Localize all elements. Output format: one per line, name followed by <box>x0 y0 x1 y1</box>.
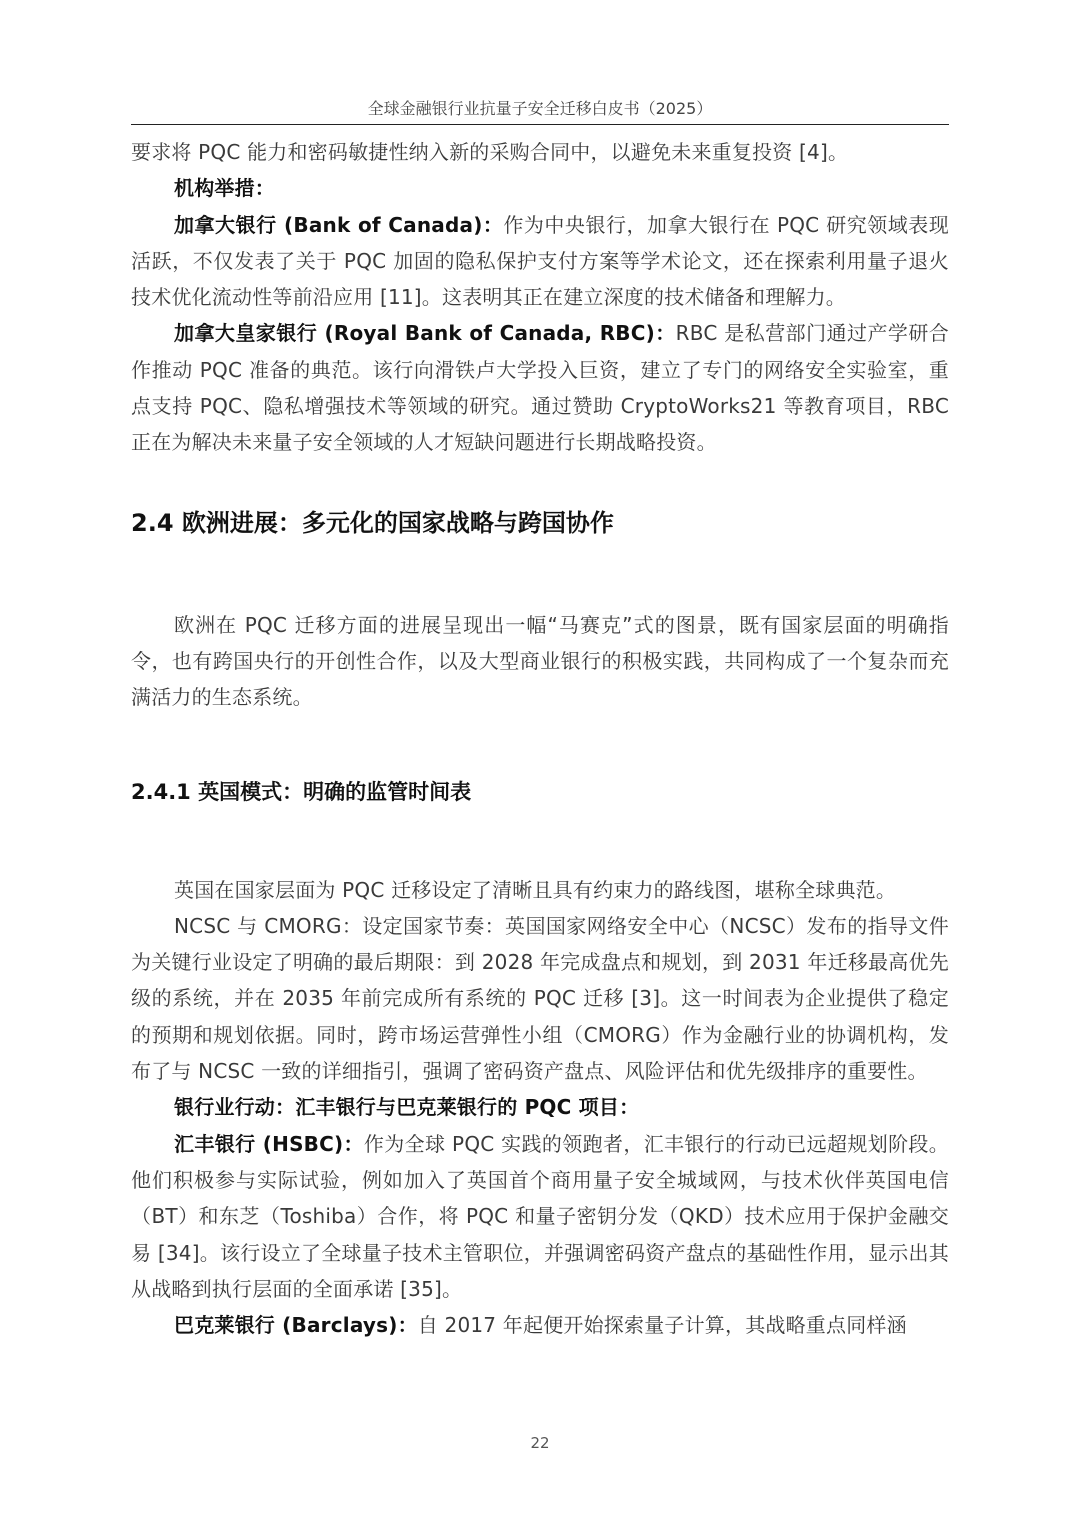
section-2-4-1-heading-wrap <box>131 774 949 810</box>
barclays-text: 自 2017 年起便开始探索量子计算，其战略重点同样涵 <box>417 1313 907 1338</box>
page-number: 22 <box>530 1434 550 1452</box>
paragraph-hsbc <box>131 1126 949 1307</box>
institution-measures-label: 机构举措： <box>174 176 275 201</box>
paragraph-bank-of-canada <box>131 207 949 316</box>
rbc-text: RBC 是私营部门通过产学研合作推动 PQC 准备的典范。该行向滑铁卢大学投入巨资，建立了专门的网络安全实验室，重点支持 PQC、隐私增强技术等领域的研究。通过赞助 CryptoWorks21 等教育项目，RBC 正在为解决未来量子安全领域的人才短缺问题进行长期战略投资。 <box>131 321 949 455</box>
paragraph-procurement: 要求将 PQC 能力和密码敏捷性纳入新的采购合同中，以避免未来重复投资 [4]。 <box>131 140 849 164</box>
page-body <box>131 134 949 1343</box>
paragraph-barclays <box>131 1307 949 1343</box>
hsbc-text: 作为全球 PQC 实践的领跑者，汇丰银行的行动已远超规划阶段。他们积极参与实际试验，例如加入了英国首个商用量子安全城域网，与技术伙伴英国电信（BT）和东芝（Toshiba）合作，将 PQC 和量子密钥分发（QKD）技术应用于保护金融交易 [34]。该行设立了全球量子技术主管职位，并强调密码资产盘点的基础性作用，显示出其从战略到执行层面的全面承诺 [35]。 <box>131 1131 949 1301</box>
bank-of-canada-label: 加拿大银行 (Bank of Canada)： <box>174 212 504 237</box>
barclays-label: 巴克莱银行 (Barclays)： <box>174 1313 418 1338</box>
header-rule <box>131 124 949 125</box>
paragraph-uk-roadmap: 英国在国家层面为 PQC 迁移设定了清晰且具有约束力的路线图，堪称全球典范。 <box>174 877 897 902</box>
section-2-4-heading: 2.4 欧洲进展：多元化的国家战略与跨国协作 <box>131 508 614 537</box>
section-2-4-1-heading: 2.4.1 英国模式：明确的监管时间表 <box>131 779 472 804</box>
paragraph-rbc <box>131 315 949 460</box>
section-2-4-heading-wrap <box>131 505 949 541</box>
paragraph-ncsc-cmorg: NCSC 与 CMORG：设定国家节奏：英国国家网络安全中心（NCSC）发布的指导文件为关键行业设定了明确的最后期限：到 2028 年完成盘点和规划，到 2031 年迁移最高优先级的系统，并在 2035 年前完成所有系统的 PQC 迁移 [3]。这一时间表为企业提供了稳定的预期和规划依据。同时，跨市场运营弹性小组（CMORG）作为金融行业的协调机构，发布了与 NCSC 一致的详细指引，强调了密码资产盘点、风险评估和优先级排序的重要性。 <box>131 913 949 1084</box>
rbc-label: 加拿大皇家银行 (Royal Bank of Canada, RBC)： <box>174 321 676 346</box>
bank-of-canada-text: 作为中央银行，加拿大银行在 PQC 研究领域表现活跃，不仅发表了关于 PQC 加固的隐私保护支付方案等学术论文，还在探索利用量子退火技术优化流动性等前沿应用 [11]。这表明其正在建立深度的技术储备和理解力。 <box>131 212 949 310</box>
banking-actions-label: 银行业行动：汇丰银行与巴克莱银行的 PQC 项目： <box>174 1095 640 1120</box>
paragraph-europe-intro: 欧洲在 PQC 迁移方面的进展呈现出一幅“马赛克”式的图景，既有国家层面的明确指令，也有跨国央行的开创性合作，以及大型商业银行的积极实践，共同构成了一个复杂而充满活力的生态系统。 <box>131 612 949 710</box>
hsbc-label: 汇丰银行 (HSBC)： <box>174 1131 364 1156</box>
running-header: 全球金融银行业抗量子安全迁移白皮书（2025） <box>367 99 713 118</box>
